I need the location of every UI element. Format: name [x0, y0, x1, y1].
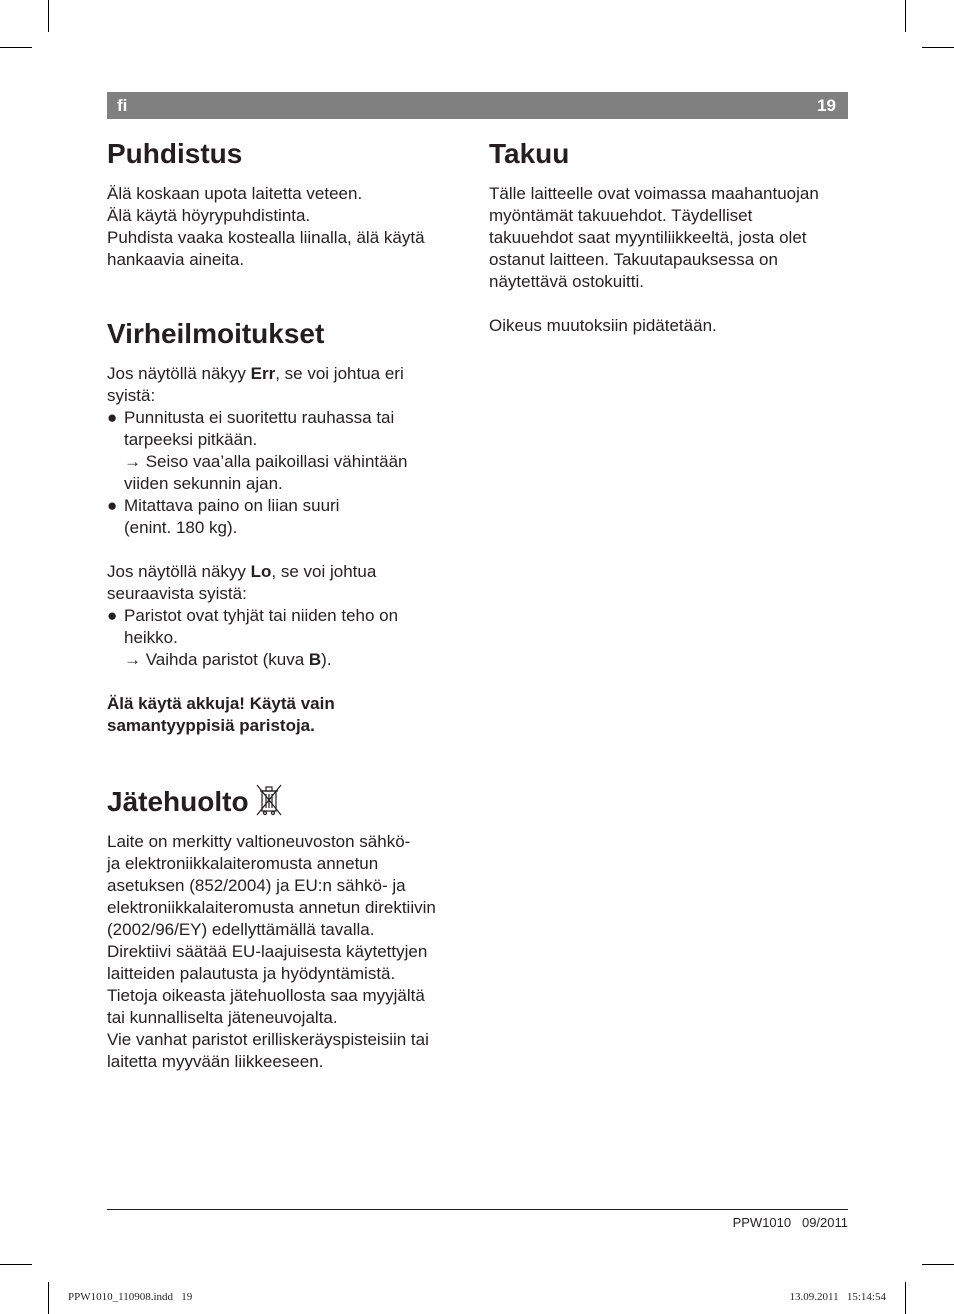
text-run: Jos näytöllä näkyy: [107, 562, 251, 581]
battery-warning: [107, 693, 477, 715]
crop-mark: [905, 0, 906, 32]
text-line: syistä:: [107, 386, 156, 405]
text-line: Älä koskaan upota laitetta veteen.: [107, 184, 363, 203]
footer-model-date: PPW1010 09/2011: [732, 1215, 848, 1230]
bullet-icon: ●: [107, 496, 118, 515]
right-column: [489, 136, 859, 337]
text-line: Tälle laitteelle ovat voimassa maahantuojan: [489, 184, 819, 203]
text-run: → Vaihda paristot (kuva: [124, 650, 309, 669]
section-title-takuu: Takuu: [489, 138, 570, 169]
section-virheilmoitukset: [107, 316, 477, 737]
text-run: , se voi johtua eri: [275, 364, 404, 383]
text-line: [124, 649, 477, 671]
crop-mark: [922, 47, 954, 48]
section-jatehuolto: [107, 782, 477, 1073]
section-title-puhdistus: Puhdistus: [107, 138, 243, 169]
text-line: (enint. 180 kg).: [124, 518, 238, 537]
crossed-bin-icon: [255, 782, 283, 818]
text-run: , se voi johtua: [271, 562, 377, 581]
text-line: heikko.: [124, 628, 178, 647]
crop-mark: [905, 1282, 906, 1314]
language-code: fi: [117, 96, 128, 115]
section-title-virheilmoitukset: Virheilmoitukset: [107, 318, 325, 349]
text-line: Punnitusta ei suoritettu rauhassa tai: [124, 408, 395, 427]
lo-intro: [107, 561, 477, 583]
print-slug-timestamp: 13.09.2011 15:14:54: [789, 1291, 886, 1303]
bullet-icon: ●: [107, 606, 118, 625]
text-run: Jos näytöllä näkyy: [107, 364, 251, 383]
text-line: seuraavista syistä:: [107, 584, 247, 603]
crop-mark: [0, 1264, 32, 1265]
section-title-text: Jätehuolto: [107, 786, 249, 817]
section-takuu: [489, 136, 859, 337]
text-line: asetuksen (852/2004) ja EU:n sähkö- ja: [107, 876, 406, 895]
lo-code: Lo: [250, 562, 272, 581]
text-line: ostanut laitteen. Takuutapauksessa on: [489, 250, 778, 269]
footer-divider: [107, 1209, 848, 1210]
text-line: Tietoja oikeasta jätehuollosta saa myyjältä: [107, 986, 425, 1005]
text-line: hankaavia aineita.: [107, 250, 245, 269]
text-line: tai kunnalliselta jäteneuvojalta.: [107, 1008, 338, 1027]
text-line: Paristot ovat tyhjät tai niiden teho on: [124, 606, 399, 625]
list-item: [107, 407, 477, 495]
text-line: Laite on merkitty valtioneuvoston sähkö-: [107, 832, 411, 851]
text-line: Älä käytä akkuja! Käytä vain: [107, 694, 335, 713]
battery-warning: [107, 715, 477, 737]
bullet-icon: ●: [107, 408, 118, 427]
text-line: → Seiso vaa’alla paikoillasi vähintään: [124, 452, 408, 471]
text-line: Mitattava paino on liian suuri: [124, 496, 340, 515]
text-line: Direktiivi säätää EU-laajuisesta käytettyjen: [107, 942, 428, 961]
crop-mark: [922, 1264, 954, 1265]
text-line: viiden sekunnin ajan.: [124, 474, 283, 493]
text-line: myöntämät takuuehdot. Täydelliset: [489, 206, 753, 225]
text-line: laitetta myyvään liikkeeseen.: [107, 1052, 324, 1071]
text-line: elektroniikkalaiteromusta annetun direktiivin: [107, 898, 436, 917]
text-line: samantyyppisiä paristoja.: [107, 716, 315, 735]
section-puhdistus: [107, 136, 477, 271]
text-line: Vie vanhat paristot erilliskeräyspisteisiin tai: [107, 1030, 429, 1049]
text-line: Puhdista vaaka kostealla liinalla, älä käytä: [107, 228, 425, 247]
text-line: näytettävä ostokuitti.: [489, 272, 644, 291]
crop-mark: [0, 47, 32, 48]
text-line: (2002/96/EY) edellyttämällä tavalla.: [107, 920, 375, 939]
text-line: laitteiden palautusta ja hyödyntämistä.: [107, 964, 396, 983]
figure-ref: B: [308, 650, 322, 669]
text-line: tarpeeksi pitkään.: [124, 430, 258, 449]
list-item: [107, 605, 477, 671]
rights-note: Oikeus muutoksiin pidätetään.: [489, 316, 717, 335]
crop-mark: [48, 0, 49, 32]
page-number: 19: [817, 96, 836, 115]
list-item: [107, 495, 477, 539]
err-code: Err: [250, 364, 276, 383]
print-slug-file: PPW1010_110908.indd 19: [68, 1291, 193, 1303]
err-intro: [107, 363, 477, 385]
text-line: takuuehdot saat myyntiliikkeeltä, josta olet: [489, 228, 807, 247]
text-line: Älä käytä höyrypuhdistinta.: [107, 206, 311, 225]
section-title-jatehuolto: [107, 782, 477, 820]
text-line: ja elektroniikkalaiteromusta annetun: [107, 854, 379, 873]
text-run: ).: [321, 650, 332, 669]
page-header-bar: [107, 92, 848, 119]
left-column: [107, 136, 477, 1073]
crop-mark: [48, 1282, 49, 1314]
